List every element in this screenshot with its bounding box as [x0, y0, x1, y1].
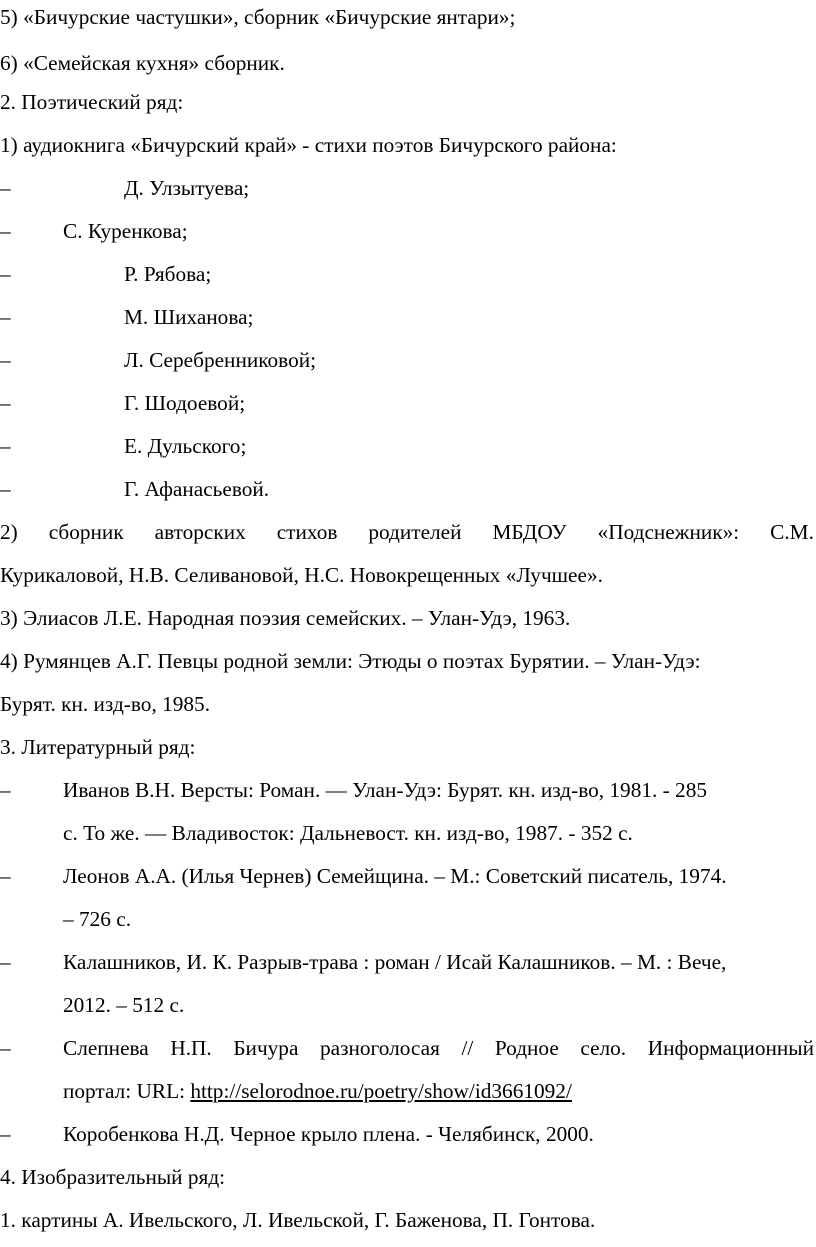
list-item-text: 2012. – 512 с. [63, 993, 185, 1017]
dash-bullet: – [0, 348, 11, 372]
word: разноголосая [319, 1036, 440, 1060]
list-item-text: С. Куренкова; [63, 219, 188, 243]
dash-bullet: – [0, 864, 11, 888]
dash-bullet: – [0, 1122, 11, 1146]
word: сборник [48, 520, 124, 544]
text-line: 1) аудиокнига «Бичурский край» - стихи поэтов Бичурского района: [0, 133, 617, 157]
list-item-text: Коробенкова Н.Д. Черное крыло плена. - Челябинск, 2000. [63, 1122, 594, 1146]
url-link[interactable]: http://selorodnoe.ru/poetry/show/id3661092/ [190, 1079, 572, 1103]
justified-line [0, 519, 814, 545]
word: Бичура [233, 1036, 299, 1060]
justified-line [63, 1035, 814, 1061]
text-line: Бурят. кн. изд-во, 1985. [0, 692, 211, 716]
word: Информационный [647, 1036, 814, 1060]
word: МБДОУ [492, 520, 567, 544]
dash-bullet: – [0, 778, 11, 802]
list-item-text: Леонов А.А. (Илья Чернев) Семейщина. – М.: Советский писатель, 1974. [63, 864, 727, 888]
text-line: 3) Элиасов Л.Е. Народная поэзия семейских. – Улан-Удэ, 1963. [0, 606, 571, 630]
text-line: 5) «Бичурские частушки», сборник «Бичурские янтари»; [0, 5, 516, 29]
list-item-text [63, 1078, 572, 1104]
list-item-text: Г. Шодоевой; [124, 391, 246, 415]
word: // [461, 1036, 474, 1060]
word: родителей [368, 520, 462, 544]
list-item-text: Е. Дульского; [124, 434, 247, 458]
section-heading: 2. Поэтический ряд: [0, 90, 184, 114]
list-item-text: М. Шиханова; [124, 305, 254, 329]
dash-bullet: – [0, 391, 11, 415]
word: Слепнева [63, 1036, 149, 1060]
word: Н.П. [170, 1036, 212, 1060]
list-item-text: Л. Серебренниковой; [124, 348, 317, 372]
list-item-text: Г. Афанасьевой. [124, 477, 270, 501]
section-heading: 4. Изобразительный ряд: [0, 1165, 226, 1189]
list-item-text: с. То же. — Владивосток: Дальневост. кн. изд-во, 1987. - 352 с. [63, 821, 633, 845]
word: С.М. [770, 520, 814, 544]
dash-bullet: – [0, 477, 11, 501]
list-item-text: Д. Улзытуева; [124, 176, 250, 200]
text-line: 4) Румянцев А.Г. Певцы родной земли: Этюды о поэтах Бурятии. – Улан-Удэ: [0, 649, 701, 673]
word: стихов [276, 520, 338, 544]
text-line: 1. картины А. Ивельского, Л. Ивельской, Г. Баженова, П. Гонтова. [0, 1208, 596, 1232]
word: авторских [154, 520, 246, 544]
dash-bullet: – [0, 434, 11, 458]
list-item-text: Калашников, И. К. Разрыв-трава : роман / Исай Калашников. – М. : Вече, [63, 950, 727, 974]
dash-bullet: – [0, 1036, 11, 1060]
list-item-text: Р. Рябова; [124, 262, 212, 286]
dash-bullet: – [0, 176, 11, 200]
word: село. [580, 1036, 627, 1060]
text-line: Курикаловой, Н.В. Селивановой, Н.С. Новокрещенных «Лучшее». [0, 563, 603, 587]
list-item-text: Иванов В.Н. Версты: Роман. — Улан-Удэ: Бурят. кн. изд-во, 1981. - 285 [63, 778, 708, 802]
url-prefix: портал: URL: [63, 1079, 191, 1103]
word: Родное [494, 1036, 559, 1060]
section-heading: 3. Литературный ряд: [0, 735, 196, 759]
dash-bullet: – [0, 305, 11, 329]
list-item-text: – 726 с. [63, 907, 132, 931]
word: 2) [0, 520, 18, 544]
word: «Подснежник»: [597, 520, 740, 544]
dash-bullet: – [0, 262, 11, 286]
text-line: 6) «Семейская кухня» сборник. [0, 51, 285, 75]
dash-bullet: – [0, 219, 11, 243]
dash-bullet: – [0, 950, 11, 974]
